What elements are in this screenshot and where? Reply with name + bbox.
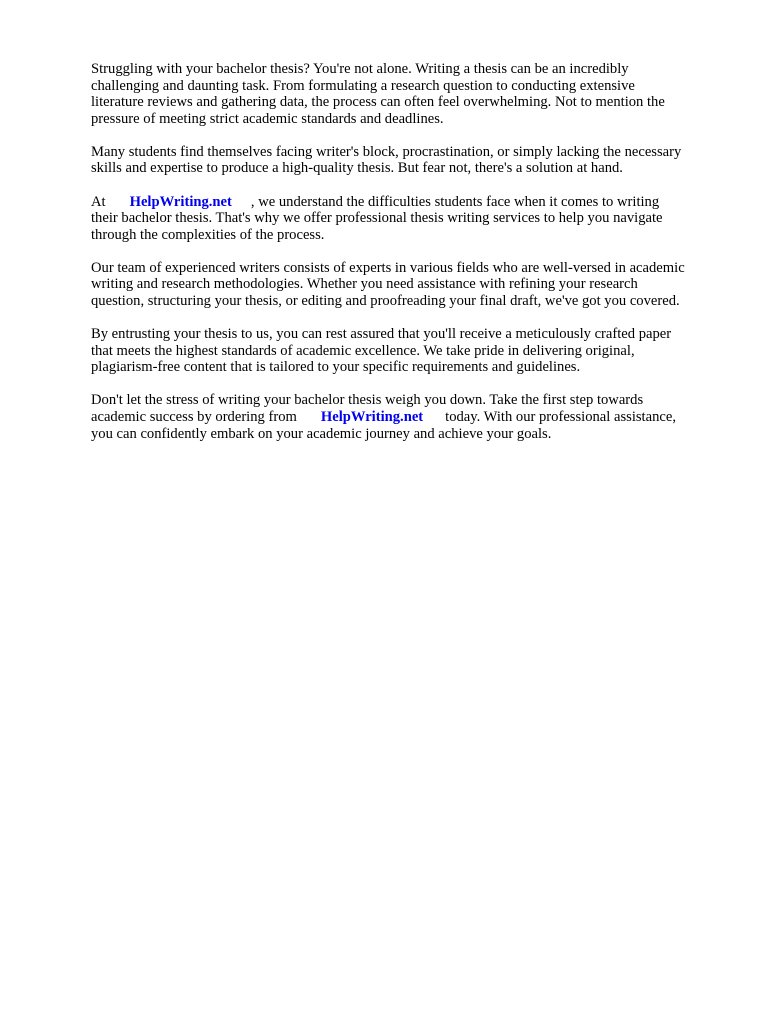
paragraph-quality: [91, 326, 731, 376]
document-page: [91, 61, 731, 459]
text-line: through the complexities of the process.: [91, 226, 325, 243]
text-line: you can confidently embark on your academic journey and achieve your goals.: [91, 425, 552, 442]
text-line: Our team of experienced writers consists of experts in various fields who are well-versed in academic: [91, 259, 685, 276]
text-line: question, structuring your thesis, or editing and proofreading your final draft, we've got you covered.: [91, 293, 680, 310]
paragraph-call-to-action: [91, 392, 731, 442]
text-line: their bachelor thesis. That's why we offer professional thesis writing services to help you navigate: [91, 210, 663, 227]
text-line: Don't let the stress of writing your bachelor thesis weigh you down. Take the first step towards: [91, 392, 644, 409]
text-segment: academic success by ordering from: [91, 409, 297, 425]
text-line: pressure of meeting strict academic standards and deadlines.: [91, 110, 444, 127]
text-segment: , we understand the difficulties students face when it comes to writing: [250, 193, 660, 210]
text-line: [91, 409, 731, 426]
helpwriting-link[interactable]: HelpWriting.net: [129, 193, 232, 210]
text-line: that meets the highest standards of academic excellence. We take pride in delivering original,: [91, 342, 635, 359]
text-line: challenging and daunting task. From formulating a research question to conducting extensive: [91, 77, 635, 94]
text-line: literature reviews and gathering data, the process can often feel overwhelming. Not to mention the: [91, 94, 665, 111]
text-segment: At: [91, 193, 106, 210]
text-line: [91, 194, 731, 211]
text-segment: today. With our professional assistance,: [445, 409, 676, 425]
text-line: skills and expertise to produce a high-quality thesis. But fear not, there's a solution at hand.: [91, 160, 623, 177]
paragraph-team: [91, 260, 731, 310]
text-line: Many students find themselves facing writer's block, procrastination, or simply lacking the necessary: [91, 143, 682, 160]
text-line: writing and research methodologies. Whether you need assistance with refining your research: [91, 276, 638, 293]
helpwriting-link[interactable]: HelpWriting.net: [320, 409, 424, 425]
paragraph-service: [91, 194, 731, 244]
text-line: By entrusting your thesis to us, you can rest assured that you'll receive a meticulously crafted paper: [91, 326, 672, 343]
paragraph-intro: [91, 61, 731, 127]
paragraph-struggles: [91, 144, 731, 177]
text-line: Struggling with your bachelor thesis? You're not alone. Writing a thesis can be an incredibly: [91, 61, 629, 77]
text-line: plagiarism-free content that is tailored to your specific requirements and guidelines.: [91, 359, 581, 376]
